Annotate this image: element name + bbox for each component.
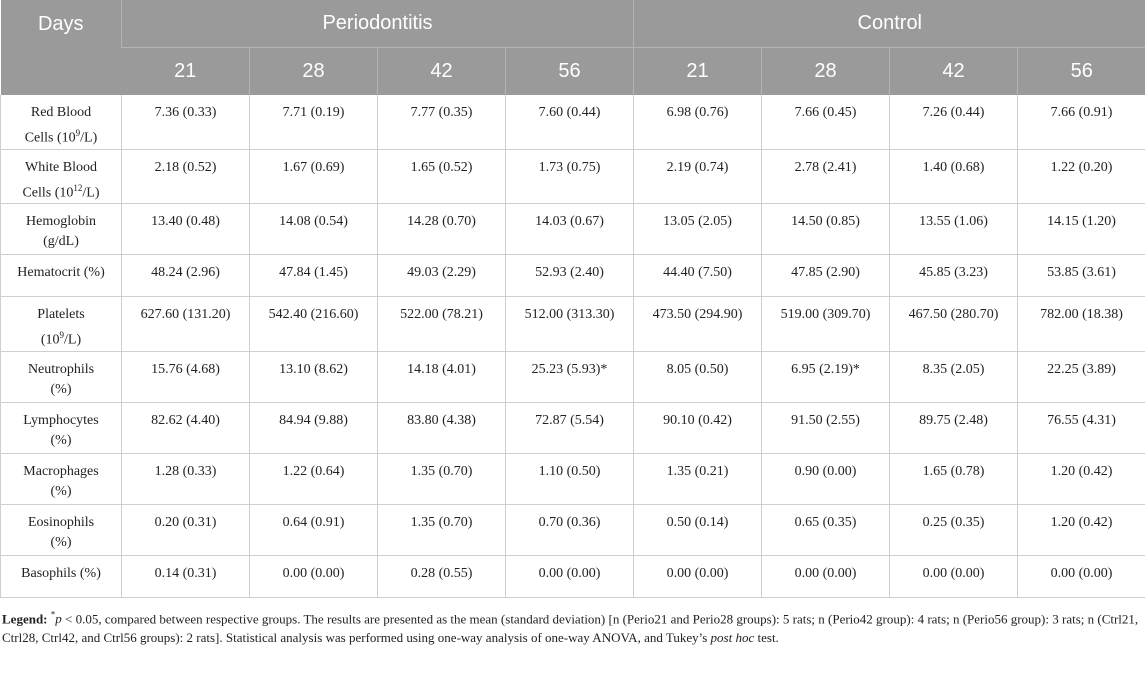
- table-cell: 7.71 (0.19): [250, 95, 378, 149]
- table-cell: 14.18 (4.01): [378, 351, 506, 402]
- row-label-line2: (%): [50, 432, 72, 448]
- table-row: [1, 402, 1145, 453]
- table-cell: 519.00 (309.70): [762, 297, 890, 352]
- table-cell: 76.55 (4.31): [1018, 402, 1145, 453]
- table-cell: 84.94 (9.88): [250, 402, 378, 453]
- table-cell: 7.66 (0.91): [1018, 95, 1145, 149]
- table-cell: 47.85 (2.90): [762, 255, 890, 297]
- row-label-line2: (%): [50, 534, 72, 550]
- table-cell: 782.00 (18.38): [1018, 297, 1145, 352]
- row-label-line1: Red Blood: [30, 105, 92, 120]
- table-row: [1, 297, 1145, 352]
- table-cell: 1.22 (0.20): [1018, 149, 1145, 204]
- table-row: [1, 504, 1145, 555]
- table-cell: 0.28 (0.55): [378, 555, 506, 597]
- row-label-unit: /L): [80, 130, 98, 146]
- table-cell: 0.00 (0.00): [634, 555, 762, 597]
- table-cell: 0.20 (0.31): [122, 504, 250, 555]
- control-header: Control: [634, 0, 1145, 48]
- table-cell: 1.40 (0.68): [890, 149, 1018, 204]
- table-cell: 7.77 (0.35): [378, 95, 506, 149]
- table-cell: 1.35 (0.70): [378, 504, 506, 555]
- row-label-sup: 12: [73, 182, 83, 193]
- table-cell: 1.20 (0.42): [1018, 453, 1145, 504]
- row-label: [1, 402, 122, 453]
- table-cell: 52.93 (2.40): [506, 255, 634, 297]
- row-label-line1: Neutrophils: [27, 361, 95, 377]
- table-cell: 72.87 (5.54): [506, 402, 634, 453]
- row-label-line1: Basophils (%): [21, 565, 101, 581]
- table-cell: 0.65 (0.35): [762, 504, 890, 555]
- table-cell: 22.25 (3.89): [1018, 351, 1145, 402]
- row-label-line1: Hemoglobin: [26, 214, 96, 230]
- row-label-unit: /L): [82, 185, 100, 201]
- table-cell: 8.05 (0.50): [634, 351, 762, 402]
- legend-text-1: < 0.05, compared between respective groups. The results are presented as the mean (standard deviation) [n (Perio21 and Perio28 groups): 5 rats; n (Perio42 group): 4 rats; n (Perio56 group): 3 rats; n (Ctrl21, Ctrl28, Ctrl42, and Ctrl56 groups): 2 rats]. Statistical analysis was performed using one-way analysis of one-way ANOVA, and Tukey’s: [2, 611, 1139, 646]
- table-cell: 82.62 (4.40): [122, 402, 250, 453]
- table-cell: 2.19 (0.74): [634, 149, 762, 204]
- table-cell: 91.50 (2.55): [762, 402, 890, 453]
- table-cell: 1.10 (0.50): [506, 453, 634, 504]
- legend-star: *p: [50, 609, 62, 627]
- day-header-cell: 42: [378, 48, 506, 96]
- table-cell: 0.64 (0.91): [250, 504, 378, 555]
- table-cell: 47.84 (1.45): [250, 255, 378, 297]
- table-cell: 1.65 (0.52): [378, 149, 506, 204]
- table-cell: 0.00 (0.00): [1018, 555, 1145, 597]
- row-label-line2: (g/dL): [43, 234, 79, 250]
- table-cell: 44.40 (7.50): [634, 255, 762, 297]
- row-label: [1, 255, 122, 297]
- table-cell: 512.00 (313.30): [506, 297, 634, 352]
- table-cell: 45.85 (3.23): [890, 255, 1018, 297]
- table-cell: 1.67 (0.69): [250, 149, 378, 204]
- day-header-cell: 21: [122, 48, 250, 96]
- day-header-cell: 28: [762, 48, 890, 96]
- row-label-line1: Macrophages: [23, 463, 99, 479]
- table-cell: 1.35 (0.21): [634, 453, 762, 504]
- row-label: [1, 504, 122, 555]
- row-label: [1, 351, 122, 402]
- table-cell: 542.40 (216.60): [250, 297, 378, 352]
- table-cell: 49.03 (2.29): [378, 255, 506, 297]
- table-cell: 15.76 (4.68): [122, 351, 250, 402]
- row-label: [1, 149, 122, 204]
- table-cell: 0.90 (0.00): [762, 453, 890, 504]
- table-cell: 8.35 (2.05): [890, 351, 1018, 402]
- legend-post-hoc: post hoc: [710, 630, 755, 646]
- table-cell: 7.36 (0.33): [122, 95, 250, 149]
- table-cell: 13.10 (8.62): [250, 351, 378, 402]
- table-cell: 467.50 (280.70): [890, 297, 1018, 352]
- row-label: [1, 95, 122, 149]
- row-label-line1: Platelets: [37, 307, 85, 323]
- table-cell: 0.50 (0.14): [634, 504, 762, 555]
- day-header-cell: 21: [634, 48, 762, 96]
- row-label-line2: (10: [40, 332, 60, 348]
- table-cell: 13.55 (1.06): [890, 204, 1018, 255]
- table-cell: 0.00 (0.00): [506, 555, 634, 597]
- days-header: Days: [1, 0, 122, 95]
- table-cell: 14.15 (1.20): [1018, 204, 1145, 255]
- row-label: [1, 555, 122, 597]
- table-row: [1, 351, 1145, 402]
- row-label: [1, 204, 122, 255]
- table-cell: 7.26 (0.44): [890, 95, 1018, 149]
- table-cell: 2.18 (0.52): [122, 149, 250, 204]
- day-header-cell: 56: [506, 48, 634, 96]
- table-cell: 14.03 (0.67): [506, 204, 634, 255]
- table-cell: 6.98 (0.76): [634, 95, 762, 149]
- table-row: [1, 149, 1145, 204]
- day-header-cell: 56: [1018, 48, 1145, 96]
- table-cell: 89.75 (2.48): [890, 402, 1018, 453]
- row-label-line1: Lymphocytes: [23, 412, 99, 428]
- table-cell: 13.05 (2.05): [634, 204, 762, 255]
- table-cell: 14.28 (0.70): [378, 204, 506, 255]
- table-header: [1, 0, 1145, 95]
- legend-text-2: test.: [754, 630, 779, 646]
- table-cell: 1.35 (0.70): [378, 453, 506, 504]
- row-label-line1: White Blood: [25, 159, 97, 175]
- row-label-line2: (%): [50, 381, 72, 397]
- row-label-sup: 9: [75, 128, 81, 138]
- table-cell: 0.14 (0.31): [122, 555, 250, 597]
- table-cell: 48.24 (2.96): [122, 255, 250, 297]
- row-label-line2: (%): [50, 483, 72, 499]
- table-cell: 1.22 (0.64): [250, 453, 378, 504]
- table-row: [1, 255, 1145, 297]
- table-cell: 14.08 (0.54): [250, 204, 378, 255]
- table-cell: 0.70 (0.36): [506, 504, 634, 555]
- day-header-row: [1, 48, 1145, 96]
- table-cell: 14.50 (0.85): [762, 204, 890, 255]
- table-cell: 83.80 (4.38): [378, 402, 506, 453]
- table-cell: 13.40 (0.48): [122, 204, 250, 255]
- row-label-line1: Eosinophils: [27, 514, 95, 530]
- row-label-line1: Hematocrit (%): [17, 265, 105, 281]
- periodontitis-header: Periodontitis: [122, 0, 634, 48]
- table-cell: 0.25 (0.35): [890, 504, 1018, 555]
- table-body: [1, 95, 1145, 597]
- table-row: [1, 453, 1145, 504]
- table-cell: 522.00 (78.21): [378, 297, 506, 352]
- table-row: [1, 95, 1145, 149]
- row-label: [1, 297, 122, 352]
- row-label-sup: 9: [59, 330, 65, 341]
- table-cell: 7.66 (0.45): [762, 95, 890, 149]
- table-cell: 1.28 (0.33): [122, 453, 250, 504]
- table-cell: 25.23 (5.93)*: [506, 351, 634, 402]
- table-cell: 0.00 (0.00): [890, 555, 1018, 597]
- table-cell: 6.95 (2.19)*: [762, 351, 890, 402]
- table-cell: 627.60 (131.20): [122, 297, 250, 352]
- table-cell: 1.20 (0.42): [1018, 504, 1145, 555]
- table-cell: 473.50 (294.90): [634, 297, 762, 352]
- table-cell: 53.85 (3.61): [1018, 255, 1145, 297]
- table-cell: 0.00 (0.00): [250, 555, 378, 597]
- table-cell: 1.65 (0.78): [890, 453, 1018, 504]
- day-header-cell: 42: [890, 48, 1018, 96]
- row-label: [1, 453, 122, 504]
- row-label-line2: Cells (10: [22, 185, 74, 201]
- legend-label: Legend:: [2, 611, 48, 627]
- table-cell: 0.00 (0.00): [762, 555, 890, 597]
- table-cell: 7.60 (0.44): [506, 95, 634, 149]
- table-legend: [0, 598, 1145, 647]
- table-cell: 90.10 (0.42): [634, 402, 762, 453]
- row-label-unit: /L): [64, 332, 82, 348]
- table-cell: 2.78 (2.41): [762, 149, 890, 204]
- table-cell: 1.73 (0.75): [506, 149, 634, 204]
- table-row: [1, 555, 1145, 597]
- table-row: [1, 204, 1145, 255]
- row-label-line2: Cells (10: [24, 130, 76, 146]
- day-header-cell: 28: [250, 48, 378, 96]
